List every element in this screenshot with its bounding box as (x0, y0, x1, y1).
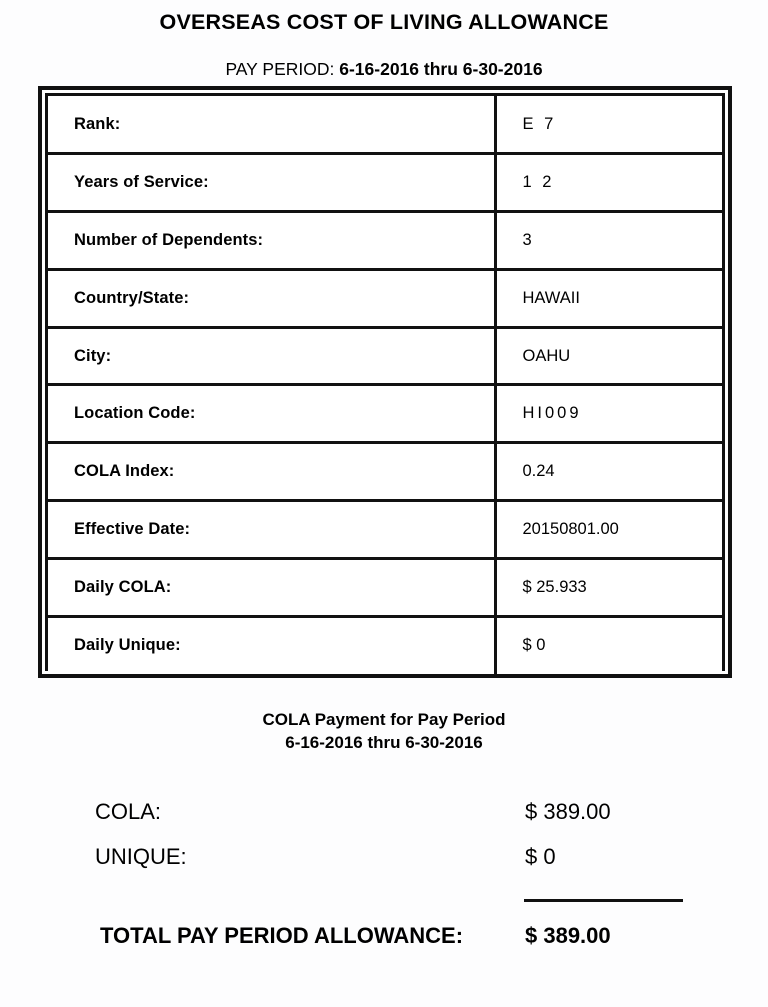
summary-heading-line-1: COLA Payment for Pay Period (262, 710, 506, 729)
field-label: Rank: (48, 96, 495, 154)
table-row (48, 269, 722, 327)
field-label: Country/State: (48, 269, 495, 327)
field-label: Daily Unique: (48, 616, 495, 674)
field-value: 3 (495, 212, 722, 270)
details-table-inner-border (45, 93, 725, 671)
field-value: E 7 (495, 96, 722, 154)
field-value: OAHU (495, 327, 722, 385)
details-table-frame (38, 86, 732, 678)
field-value: HI009 (495, 385, 722, 443)
table-row (48, 385, 722, 443)
page-title: OVERSEAS COST OF LIVING ALLOWANCE (159, 10, 609, 34)
amount-label: UNIQUE: (95, 844, 187, 869)
field-label: Effective Date: (48, 501, 495, 559)
cola-details-table (48, 96, 722, 674)
field-label: Daily COLA: (48, 558, 495, 616)
total-divider-rule (524, 899, 683, 902)
pay-period-line (0, 58, 768, 80)
amount-value: $ 389.00 (525, 799, 611, 824)
field-label: COLA Index: (48, 443, 495, 501)
amount-row (0, 834, 768, 879)
amount-rows (0, 789, 768, 879)
table-row (48, 154, 722, 212)
total-label: TOTAL PAY PERIOD ALLOWANCE: (100, 923, 464, 948)
summary-heading-line-2: 6-16-2016 thru 6-30-2016 (285, 733, 483, 752)
details-table-body (48, 96, 722, 674)
table-row (48, 501, 722, 559)
pay-period-value: 6-16-2016 thru 6-30-2016 (339, 59, 543, 79)
field-label: Location Code: (48, 385, 495, 443)
table-row (48, 616, 722, 674)
pay-period-label: PAY PERIOD: (225, 59, 335, 79)
field-value: 0.24 (495, 443, 722, 501)
table-row (48, 327, 722, 385)
summary-heading (0, 708, 768, 754)
amount-label: COLA: (95, 799, 162, 824)
field-label: City: (48, 327, 495, 385)
table-row (48, 443, 722, 501)
total-row (0, 918, 768, 954)
field-value: 20150801.00 (495, 501, 722, 559)
total-value: $ 389.00 (525, 923, 611, 948)
amount-row (0, 789, 768, 834)
table-row (48, 212, 722, 270)
field-value: HAWAII (495, 269, 722, 327)
field-label: Number of Dependents: (48, 212, 495, 270)
field-value: 1 2 (495, 154, 722, 212)
table-row (48, 558, 722, 616)
table-row (48, 96, 722, 154)
amount-value: $ 0 (525, 844, 556, 869)
field-label: Years of Service: (48, 154, 495, 212)
field-value: $ 0 (495, 616, 722, 674)
field-value: $ 25.933 (495, 558, 722, 616)
